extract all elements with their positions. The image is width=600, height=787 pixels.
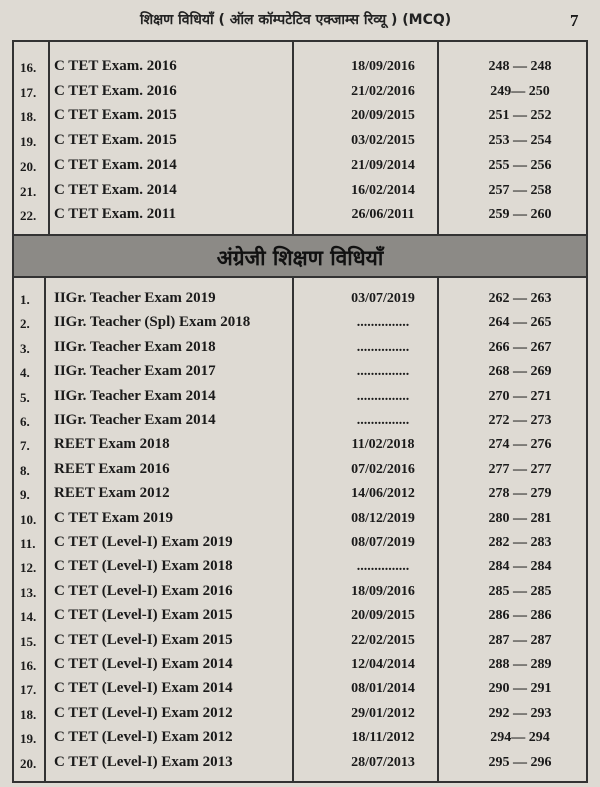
exam-name: C TET Exam. 2015 <box>54 107 177 124</box>
exam-name: REET Exam 2012 <box>54 485 170 502</box>
page-range: 286 — 286 <box>488 608 552 624</box>
exam-name: C TET (Level-I) Exam 2018 <box>54 558 233 575</box>
page-range: 294— 294 <box>490 730 550 746</box>
page-range: 266 — 267 <box>488 339 552 355</box>
table-row <box>14 179 586 203</box>
table-row <box>14 287 586 311</box>
exam-date: 21/02/2016 <box>351 83 415 99</box>
exam-date: 16/02/2014 <box>351 182 415 198</box>
page-range: 264 — 265 <box>488 315 552 331</box>
exam-date: 21/09/2014 <box>351 157 415 173</box>
table-row <box>14 677 586 701</box>
row-number: 20. <box>20 755 37 771</box>
row-number: 18. <box>20 706 37 722</box>
page-number: 7 <box>570 11 579 30</box>
exam-name: C TET Exam 2019 <box>54 509 174 526</box>
page-range: 272 — 273 <box>488 413 552 428</box>
page-range: 248 — 248 <box>488 59 552 74</box>
exam-date: 20/09/2015 <box>351 608 415 624</box>
exam-date: ............... <box>356 388 410 404</box>
exam-date: ............... <box>356 364 410 380</box>
exam-name: C TET Exam. 2015 <box>54 132 177 149</box>
exam-date: 20/09/2015 <box>351 108 415 124</box>
exam-name: C TET Exam. 2016 <box>54 82 177 99</box>
exam-date: 08/07/2019 <box>351 535 415 550</box>
exam-name: IIGr. Teacher Exam 2014 <box>54 387 216 404</box>
exam-date: 12/04/2014 <box>351 657 415 672</box>
exam-name: IIGr. Teacher Exam 2019 <box>54 290 216 306</box>
exam-name: REET Exam 2018 <box>54 436 170 453</box>
row-number: 5. <box>20 389 30 405</box>
row-number: 16. <box>20 60 37 75</box>
exam-date: 29/01/2012 <box>351 705 415 721</box>
table-row <box>14 129 586 153</box>
table-row <box>14 458 586 482</box>
row-number: 15. <box>20 633 37 649</box>
exam-name: C TET (Level-I) Exam 2015 <box>54 607 233 624</box>
page-range: 282 — 283 <box>488 535 552 550</box>
exam-name: C TET Exam. 2014 <box>54 156 177 173</box>
table-row <box>14 360 586 384</box>
page-range: 288 — 289 <box>488 657 552 672</box>
row-number: 12. <box>20 560 37 576</box>
exam-date: 08/12/2019 <box>351 510 415 526</box>
exam-date: 22/02/2015 <box>351 632 415 648</box>
table-row <box>14 203 586 227</box>
page-range: 278 — 279 <box>488 486 552 502</box>
table-row <box>14 751 586 775</box>
table-row <box>14 104 586 128</box>
exam-date: 08/01/2014 <box>351 681 415 697</box>
exam-name: REET Exam 2016 <box>54 460 170 477</box>
exam-date: 28/07/2013 <box>351 754 415 770</box>
page-range: 255 — 256 <box>488 157 552 173</box>
exam-name: IIGr. Teacher Exam 2014 <box>54 412 216 428</box>
exam-date: 18/11/2012 <box>351 730 415 746</box>
exam-name: C TET (Level-I) Exam 2019 <box>54 534 233 550</box>
page-range: 259 — 260 <box>488 207 552 223</box>
row-number: 13. <box>20 584 37 600</box>
table-row <box>14 702 586 726</box>
row-number: 16. <box>20 658 37 673</box>
row-number: 8. <box>20 462 30 478</box>
table-row <box>14 726 586 750</box>
page-range: 257 — 258 <box>488 182 552 198</box>
page-title: शिक्षण विधियाँ ( ऑल कॉम्पटेटिव एक्जाम्स रिव्यू ) (MCQ) <box>140 12 452 28</box>
row-number: 14. <box>20 609 37 625</box>
page-range: 270 — 271 <box>488 388 552 404</box>
exam-date: ............... <box>356 339 410 355</box>
exam-date: 18/09/2016 <box>351 583 415 599</box>
page-range: 295 — 296 <box>488 754 552 770</box>
table-row <box>14 409 586 433</box>
exam-date: 07/02/2016 <box>351 461 415 477</box>
row-number: 17. <box>20 682 37 698</box>
exam-name: C TET (Level-I) Exam 2014 <box>54 680 233 697</box>
exam-name: C TET (Level-I) Exam 2012 <box>54 704 233 721</box>
exam-date: 18/09/2016 <box>351 59 415 74</box>
exam-name: C TET (Level-I) Exam 2014 <box>54 656 233 672</box>
table-row <box>14 555 586 579</box>
exam-name: C TET (Level-I) Exam 2013 <box>54 753 233 770</box>
exam-name: C TET (Level-I) Exam 2015 <box>54 631 233 648</box>
section-title: अंग्रेजी शिक्षण विधियाँ <box>216 246 384 270</box>
page-range: 287 — 287 <box>488 632 552 648</box>
table-row <box>14 580 586 604</box>
table-row <box>14 482 586 506</box>
row-number: 20. <box>20 158 37 174</box>
section-banner <box>14 234 586 278</box>
row-number: 11. <box>20 536 36 551</box>
table-row <box>14 311 586 335</box>
row-number: 22. <box>20 208 37 224</box>
row-number: 17. <box>20 84 37 100</box>
table-row <box>14 507 586 531</box>
row-number: 19. <box>20 134 37 150</box>
exam-date: 26/06/2011 <box>351 207 415 223</box>
table-row <box>14 531 586 555</box>
table-row <box>14 653 586 677</box>
row-number: 21. <box>20 183 37 199</box>
table-row <box>14 629 586 653</box>
page-range: 251 — 252 <box>488 108 552 124</box>
page-range: 284 — 284 <box>488 559 552 575</box>
page-range: 249— 250 <box>490 83 550 99</box>
page-range: 290 — 291 <box>488 681 552 697</box>
page-range: 268 — 269 <box>488 364 552 380</box>
table-row <box>14 604 586 628</box>
page-range: 285 — 285 <box>488 583 552 599</box>
exam-date: ............... <box>356 315 410 331</box>
exam-name: C TET Exam. 2016 <box>54 58 177 74</box>
row-number: 2. <box>20 316 30 332</box>
row-number: 9. <box>20 487 30 503</box>
row-number: 4. <box>20 365 30 381</box>
exam-name: C TET Exam. 2011 <box>54 206 176 223</box>
exam-name: IIGr. Teacher Exam 2018 <box>54 338 216 355</box>
exam-date: 14/06/2012 <box>351 486 415 502</box>
exam-name: IIGr. Teacher Exam 2017 <box>54 363 216 380</box>
row-number: 3. <box>20 340 30 356</box>
page-range: 274 — 276 <box>488 437 552 453</box>
row-number: 6. <box>20 414 30 429</box>
page-range: 253 — 254 <box>488 133 552 149</box>
exam-date: 11/02/2018 <box>351 437 415 453</box>
exam-date: 03/07/2019 <box>351 291 415 306</box>
exam-name: IIGr. Teacher (Spl) Exam 2018 <box>54 314 251 331</box>
page-header <box>0 0 600 40</box>
exam-name: C TET Exam. 2014 <box>54 181 177 198</box>
row-number: 19. <box>20 731 37 747</box>
row-number: 7. <box>20 438 30 454</box>
page-range: 277 — 277 <box>488 461 552 477</box>
table-row <box>14 55 586 79</box>
page-range: 262 — 263 <box>488 291 552 306</box>
page-range: 280 — 281 <box>488 510 552 526</box>
exam-date: ............... <box>356 413 410 428</box>
exam-date: ............... <box>356 559 410 575</box>
table-row <box>14 154 586 178</box>
table-row <box>14 336 586 360</box>
page-range: 292 — 293 <box>488 705 552 721</box>
row-number: 18. <box>20 109 37 125</box>
exam-name: C TET (Level-I) Exam 2012 <box>54 729 233 746</box>
table-row <box>14 433 586 457</box>
exam-name: C TET (Level-I) Exam 2016 <box>54 582 233 599</box>
row-number: 1. <box>20 292 30 307</box>
row-number: 10. <box>20 511 37 527</box>
table-row <box>14 385 586 409</box>
exam-date: 03/02/2015 <box>351 133 415 149</box>
table-row <box>14 80 586 104</box>
